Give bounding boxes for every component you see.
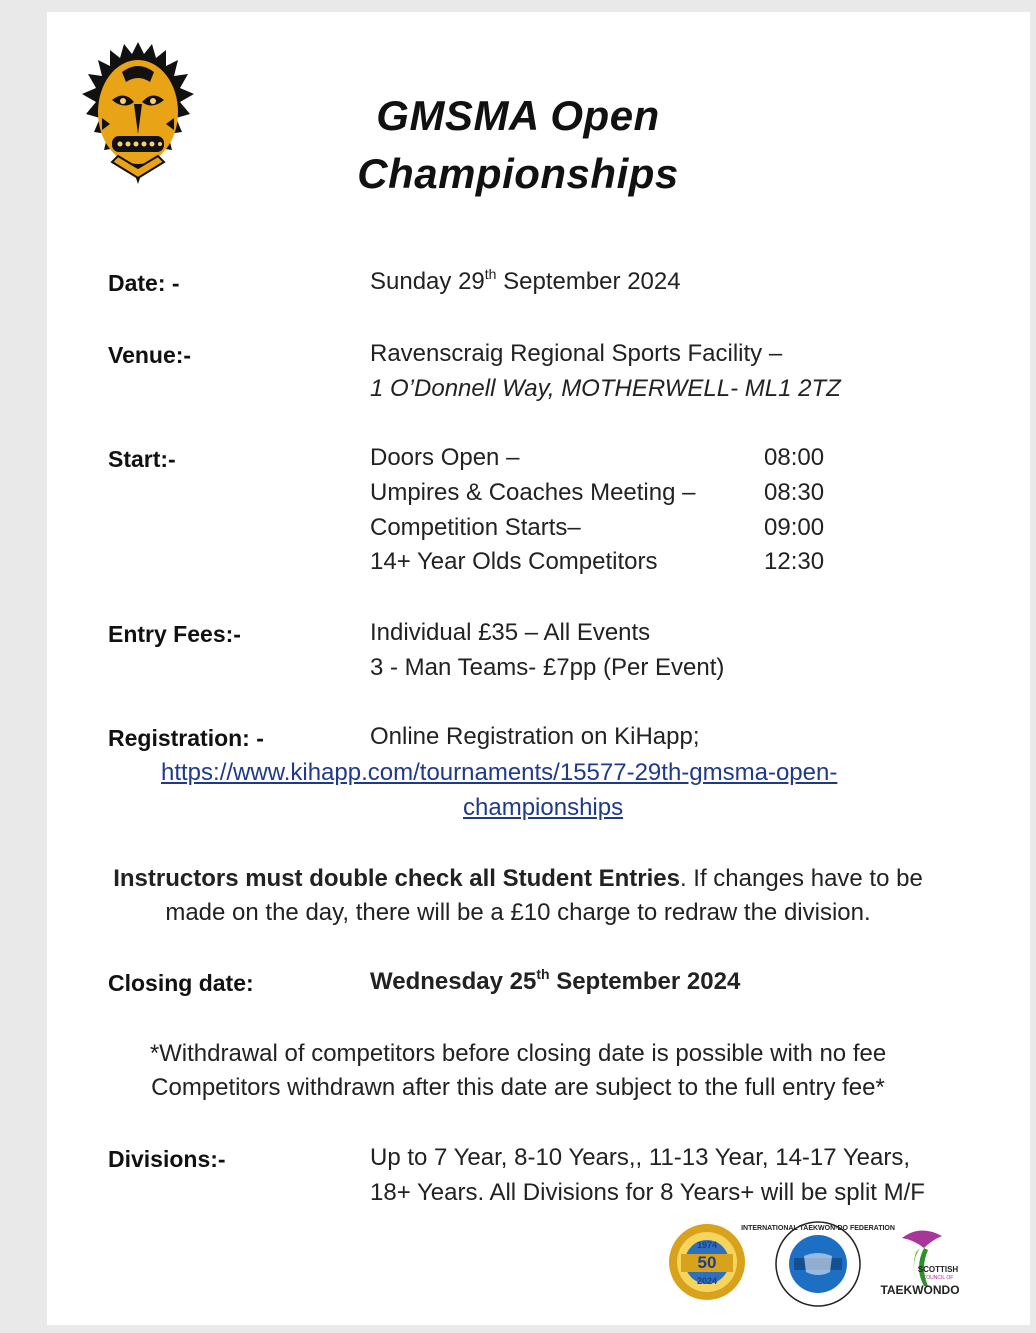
svg-text:2024: 2024 (696, 1276, 718, 1286)
schedule-event: Doors Open – (370, 444, 520, 471)
schedule-time: 08:00 (764, 444, 825, 471)
schedule-time: 12:30 (764, 548, 825, 575)
registration-text: Online Registration on KiHapp; (370, 723, 700, 750)
instructor-notice-line-1: Instructors must double check all Student Entries. If changes have to be (113, 865, 923, 892)
divisions-line-2: 18+ Years. All Divisions for 8 Years+ will be split M/F (370, 1179, 925, 1206)
registration-link[interactable]: https://www.kihapp.com/tournaments/15577-29th-gmsma-open- (161, 759, 838, 786)
svg-text:1974: 1974 (696, 1240, 718, 1250)
schedule-event: 14+ Year Olds Competitors (370, 548, 658, 575)
itf-ring-text: INTERNATIONAL TAEKWON-DO FEDERATION (741, 1225, 895, 1232)
schedule-event: Competition Starts– (370, 514, 581, 541)
anniversary-50-logo-icon (667, 1220, 747, 1304)
title-line-2: Championships (357, 150, 679, 197)
closing-date-value: Wednesday 25th September 2024 (370, 966, 741, 995)
venue-line-1: Ravenscraig Regional Sports Facility – (370, 340, 783, 367)
schedule-time: 09:00 (764, 514, 825, 541)
scottish-taekwondo-logo-icon (880, 1222, 962, 1304)
entry-fee-teams: 3 - Man Teams- £7pp (Per Event) (370, 654, 725, 681)
instructor-notice-line-2: made on the day, there will be a £10 charge to redraw the division. (165, 899, 871, 926)
withdrawal-line-1: *Withdrawal of competitors before closing date is possible with no fee (149, 1040, 887, 1067)
svg-text:COUNCIL OF: COUNCIL OF (922, 1275, 954, 1281)
entry-fee-individual: Individual £35 – All Events (370, 619, 651, 646)
start-label: Start:- (108, 446, 176, 472)
date-value: Sunday 29th September 2024 (370, 266, 681, 295)
registration-link-continued[interactable]: championships (463, 794, 624, 821)
schedule-event: Umpires & Coaches Meeting – (370, 479, 696, 506)
schedule-time: 08:30 (764, 479, 825, 506)
entry-fees-label: Entry Fees:- (108, 621, 241, 647)
title-line-1: GMSMA Open (376, 92, 660, 139)
venue-label: Venue:- (108, 342, 192, 368)
divisions-label: Divisions:- (108, 1146, 226, 1172)
closing-date-label: Closing date: (108, 970, 254, 996)
svg-text:SCOTTISH: SCOTTISH (917, 1265, 959, 1274)
svg-text:TAEKWONDO: TAEKWONDO (880, 1283, 960, 1297)
registration-label: Registration: - (108, 725, 264, 751)
itf-federation-logo-icon (741, 1220, 895, 1308)
date-label: Date: - (108, 270, 180, 296)
divisions-line-1: Up to 7 Year, 8-10 Years,, 11-13 Year, 14-17 Years, (370, 1144, 910, 1171)
withdrawal-line-2: Competitors withdrawn after this date are subject to the full entry fee* (151, 1074, 885, 1101)
svg-text:50: 50 (697, 1253, 717, 1272)
venue-line-2: 1 O’Donnell Way, MOTHERWELL- ML1 2TZ (370, 375, 841, 402)
